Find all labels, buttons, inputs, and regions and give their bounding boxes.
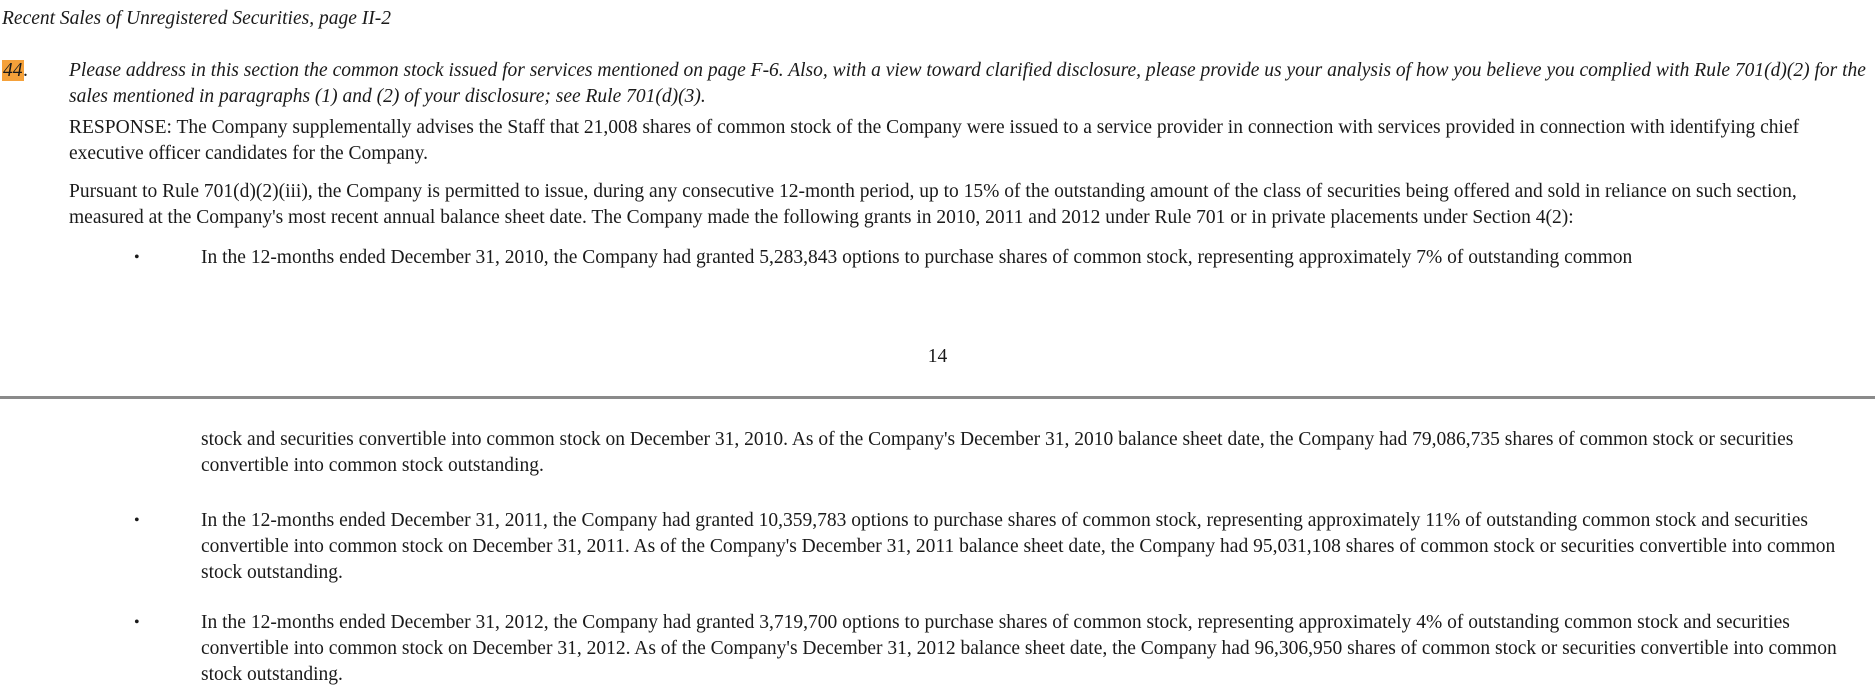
bullet-marker-2012: • <box>134 614 140 631</box>
section-title: Recent Sales of Unregistered Securities, page II-2 <box>2 8 391 29</box>
bullet-text-2012: In the 12-months ended December 31, 2012, the Company had granted 3,719,700 options to purchase shares of common stock, representing approximately 4% of outstanding common stock and securities convertible into common stock on December 31, 2012. As of the Company's December 31, 2012 balance sheet date, the Company had 96,306,950 shares of common stock or securities convertible into common stock outstanding. <box>201 612 1837 685</box>
bullet-marker-2011: • <box>134 512 140 529</box>
pursuant-paragraph: Pursuant to Rule 701(d)(2)(iii), the Company is permitted to issue, during any consecutive 12-month period, up to 15% of the outstanding amount of the class of securities being offered and sold in reliance on such section, measured at the Company's most recent annual balance sheet date. The Company made the following grants in 2010, 2011 and 2012 under Rule 701 or in private placements under Section 4(2): <box>69 181 1797 228</box>
comment-number-highlight: 44 <box>3 60 23 81</box>
bullet-text-2010-part2: stock and securities convertible into common stock on December 31, 2010. As of the Company's December 31, 2010 balance sheet date, the Company had 79,086,735 shares of common stock or securities convertible into common stock outstanding. <box>201 429 1794 476</box>
bullet-text-2011: In the 12-months ended December 31, 2011, the Company had granted 10,359,783 options to purchase shares of common stock, representing approximately 11% of outstanding common stock and securities convertible into common stock on December 31, 2011. As of the Company's December 31, 2011 balance sheet date, the Company had 95,031,108 shares of common stock or securities convertible into common stock outstanding. <box>201 510 1836 583</box>
bullet-text-2010-part1: In the 12-months ended December 31, 2010, the Company had granted 5,283,843 options to purchase shares of common stock, representing approximately 7% of outstanding common <box>201 247 1633 268</box>
comment-number-suffix: . <box>23 60 29 81</box>
page-number: 14 <box>927 346 948 367</box>
page-break-divider <box>0 396 1875 399</box>
response-paragraph: RESPONSE: The Company supplementally advises the Staff that 21,008 shares of common stock of the Company were issued to a service provider in connection with services provided in connection with identifying chief executive officer candidates for the Company. <box>69 117 1800 164</box>
bullet-marker-2010: • <box>134 249 140 266</box>
comment-text: Please address in this section the common stock issued for services mentioned on page F-6. Also, with a view toward clarified disclosure, please provide us your analysis of how you believe you complied with Rule 701(d)(2) for the sales mentioned in paragraphs (1) and (2) of your disclosure; see Rule 701(d)(3). <box>69 60 1866 107</box>
comment-number <box>2 58 28 84</box>
